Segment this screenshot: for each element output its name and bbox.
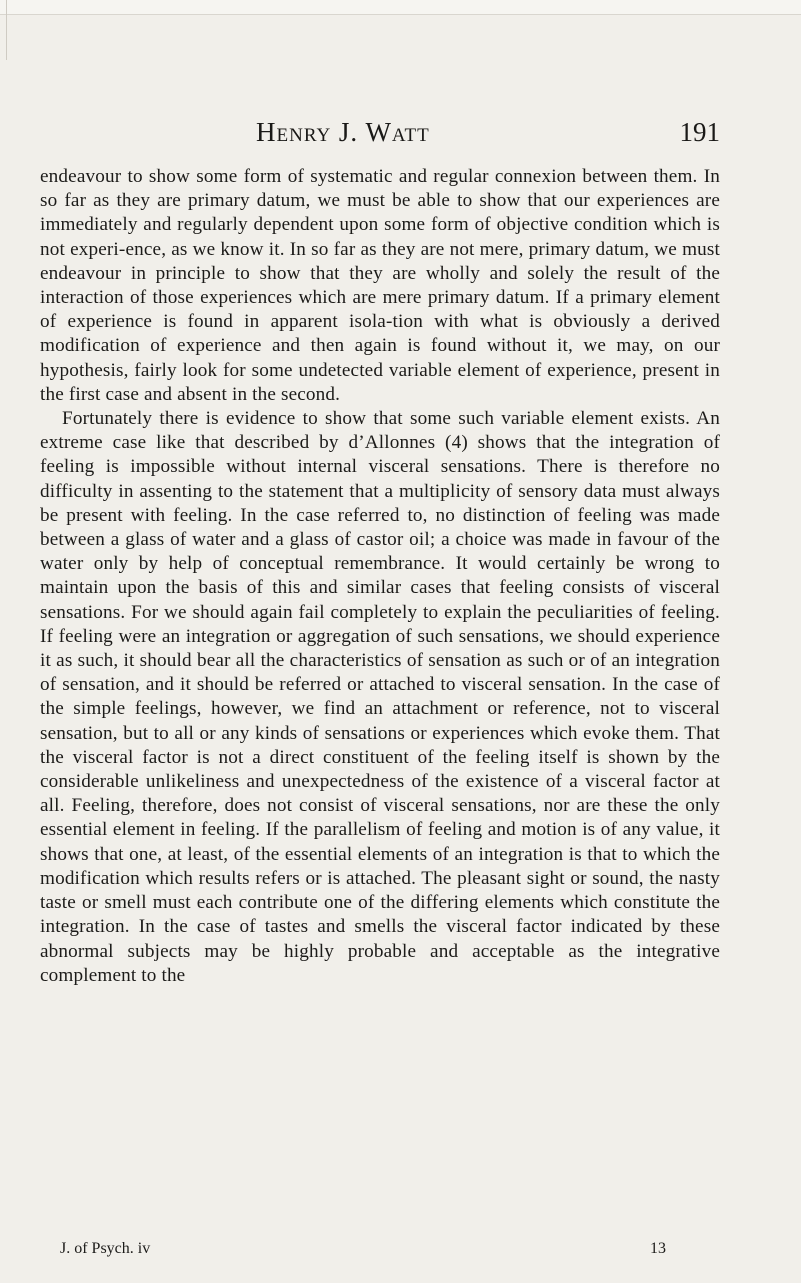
footer-signature-left: J. of Psych. iv [60, 1240, 151, 1257]
page-footer [40, 1240, 720, 1264]
body-text [40, 165, 720, 988]
running-head [104, 113, 720, 153]
running-head-author: Henry J. Watt [256, 117, 430, 147]
footer-signature-right: 13 [650, 1240, 666, 1257]
page-number: 191 [679, 117, 720, 147]
page-left-edge [0, 0, 7, 60]
page-top-edge [0, 0, 801, 15]
paragraph: endeavour to show some form of systematic and regular connexion between them. In so far as they are primary datum, we must be able to show that our experiences are immediately and regularly dependent upon some form of objective condition which is not experi-ence, as we know it. In so far as they are not mere, primary datum, we must endeavour in principle to show that they are wholly and solely the result of the interaction of those experiences which are mere primary datum. If a primary element of experience is found in apparent isola-tion with what is obviously a derived modification of experience and then again is found without it, we may, on our hypothesis, fairly look for some undetected variable element of experience, present in the first case and absent in the second. [40, 166, 720, 405]
paragraph: Fortunately there is evidence to show that some such variable element exists. An extreme case like that described by d’Allonnes (4) shows that the integration of feeling is impossible without internal visceral sensations. There is therefore no difficulty in assenting to the statement that a multiplicity of sensory data must always be present with feeling. In the case referred to, no distinction of feeling was made between a glass of water and a glass of castor oil; a choice was made in favour of the water only by help of conceptual remembrance. It would certainly be wrong to maintain upon the basis of this and similar cases that feeling consists of visceral sensations. For we should again fail completely to explain the peculiarities of feeling. If feeling were an integration or aggregation of such sensations, we should experience it as such, it should bear all the characteristics of sensation as such or of an integration of sensation, and it should be referred or attached to visceral sensation. In the case of the simple feelings, however, we find an attachment or reference, not to visceral sensation, but to all or any kinds of sensations or experiences which evoke them. That the visceral factor is not a direct constituent of the feeling itself is shown by the considerable unlikeliness and unexpectedness of the existence of a visceral factor at all. Feeling, therefore, does not consist of visceral sensations, nor are these the only essential element in feeling. If the parallelism of feeling and motion is of any value, it shows that one, at least, of the essential elements of an integration is that to which the modification which results refers or is attached. The pleasant sight or sound, the nasty taste or smell must each contribute one of the differing elements which constitute the integration. In the case of tastes and smells the visceral factor indicated by these abnormal subjects may be highly probable and acceptable as the integrative complement to the [40, 408, 720, 986]
